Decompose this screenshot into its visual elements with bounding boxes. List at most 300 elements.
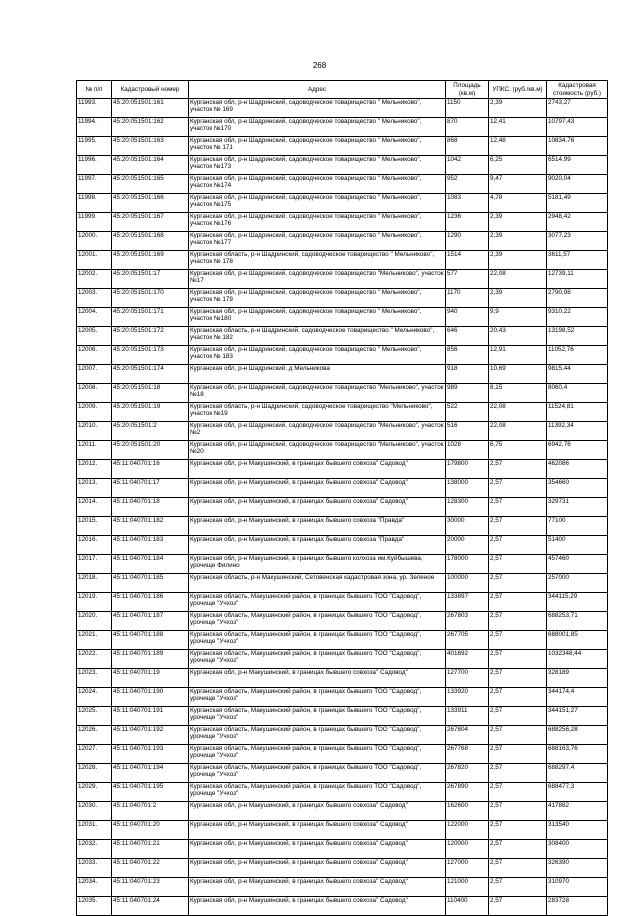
cell-cadastral-cost: 688001,85 <box>547 631 608 650</box>
table-row <box>77 612 608 631</box>
cell-upks: 2,57 <box>489 688 547 707</box>
header-area: Площадь (кв.м) <box>446 81 489 99</box>
cell-cadastral-cost: 354660 <box>547 479 608 498</box>
cell-num: 11999. <box>77 213 112 232</box>
cell-upks: 2,57 <box>489 498 547 517</box>
cell-num: 12001. <box>77 251 112 270</box>
cell-cadastral-number: 45:20:051501:162 <box>112 118 189 137</box>
cell-area: 127700 <box>446 669 489 688</box>
cell-num: 12022. <box>77 650 112 669</box>
cell-upks: 6,25 <box>489 156 547 175</box>
table-row <box>77 194 608 213</box>
table-row <box>77 213 608 232</box>
cell-cadastral-number: 45:20:051501:170 <box>112 289 189 308</box>
header-num: № п/п <box>77 81 112 99</box>
cell-area: 918 <box>446 365 489 384</box>
cell-area: 1042 <box>446 156 489 175</box>
cell-upks: 12,91 <box>489 346 547 365</box>
cell-address: Курганская область, р-н Шадринский, садоводческое товарищество "Мельниково", участок №19 <box>189 403 446 422</box>
cell-area: 267768 <box>446 745 489 764</box>
cell-num: 12028. <box>77 764 112 783</box>
cell-cadastral-number: 45:11:040701:190 <box>112 688 189 707</box>
cell-cadastral-number: 45:11:040701:188 <box>112 631 189 650</box>
table-row <box>77 726 608 745</box>
cell-cadastral-cost: 13198,52 <box>547 327 608 346</box>
cell-address: Курганская обл, р-н Макушинский, в границах бывшего совхоза" Садовод" <box>189 859 446 878</box>
cell-num: 12013. <box>77 479 112 498</box>
table-row <box>77 251 608 270</box>
cell-area: 1236 <box>446 213 489 232</box>
cell-address: Курганская обл, р-н Шадринский, садоводческое товарищество " Мельниково", участок №176 <box>189 213 446 232</box>
cell-area: 122000 <box>446 821 489 840</box>
cell-area: 128300 <box>446 498 489 517</box>
cell-num: 12021. <box>77 631 112 650</box>
cell-cadastral-cost: 8060,4 <box>547 384 608 403</box>
cell-address: Курганская обл, р-н Макушинский, в границах бывшего совхоза "Правда" <box>189 536 446 555</box>
cell-address: Курганская обл, р-н Шадринский, садоводческое товарищество "Мельниково", участок №2 <box>189 422 446 441</box>
cell-cadastral-number: 45:11:040701:16 <box>112 460 189 479</box>
cell-address: Курганская область, Макушинский район, в границах бывшего ТОО "Садовод", урочище "Учхоз" <box>189 650 446 669</box>
cadastral-value-table <box>76 80 608 916</box>
cell-num: 12020. <box>77 612 112 631</box>
cell-address: Курганская обл, р-н Шадринский, садоводческое товарищество "Мельниково", участок №17 <box>189 270 446 289</box>
cell-address: Курганская область, Макушинский район, в границах бывшего ТОО "Садовод", урочище "Учхоз" <box>189 783 446 802</box>
cell-address: Курганская обл, р-н Макушинский, в границах бывшего совхоза" Садовод" <box>189 498 446 517</box>
cell-num: 12008. <box>77 384 112 403</box>
table-body <box>77 99 608 916</box>
cell-cadastral-cost: 9815,44 <box>547 365 608 384</box>
cell-area: 1028 <box>446 441 489 460</box>
cell-upks: 2,57 <box>489 517 547 536</box>
table-row <box>77 574 608 593</box>
cell-num: 12000. <box>77 232 112 251</box>
table-row <box>77 479 608 498</box>
cell-num: 12014. <box>77 498 112 517</box>
cell-num: 11994. <box>77 118 112 137</box>
cell-num: 12006. <box>77 346 112 365</box>
cell-cadastral-number: 45:20:051501:167 <box>112 213 189 232</box>
cell-address: Курганская область, р-н Шадринский, садоводческое товарищество " Мельниково", участок № 178 <box>189 251 446 270</box>
table-row <box>77 327 608 346</box>
cell-area: 120000 <box>446 840 489 859</box>
cell-cadastral-cost: 688297,4 <box>547 764 608 783</box>
cell-cadastral-number: 45:20:051501:165 <box>112 175 189 194</box>
cell-num: 12032. <box>77 840 112 859</box>
table-row <box>77 498 608 517</box>
cell-cadastral-number: 45:11:040701:191 <box>112 707 189 726</box>
cell-cadastral-cost: 462086 <box>547 460 608 479</box>
cell-address: Курганская обл, р-н Шадринский, садоводческое товарищество "Мельниково", участок №20 <box>189 441 446 460</box>
cell-cadastral-number: 45:20:051501:168 <box>112 232 189 251</box>
cell-address: Курганская область, Макушинский район, в границах бывшего ТОО "Садовод", урочище "Учхоз" <box>189 707 446 726</box>
cell-area: 952 <box>446 175 489 194</box>
cell-cadastral-cost: 344115,29 <box>547 593 608 612</box>
cell-upks: 2,57 <box>489 669 547 688</box>
cell-num: 12030. <box>77 802 112 821</box>
table-row <box>77 289 608 308</box>
cell-upks: 2,39 <box>489 213 547 232</box>
cell-cadastral-cost: 329731 <box>547 498 608 517</box>
cell-cadastral-number: 45:20:051501:172 <box>112 327 189 346</box>
cell-address: Курганская область, Макушинский район, в границах бывшего ТОО "Садовод", урочище "Учхоз" <box>189 593 446 612</box>
cell-area: 646 <box>446 327 489 346</box>
table-row <box>77 650 608 669</box>
cell-area: 162600 <box>446 802 489 821</box>
table-row <box>77 764 608 783</box>
cell-cadastral-cost: 10797,43 <box>547 118 608 137</box>
cell-upks: 2,57 <box>489 707 547 726</box>
cell-num: 12004. <box>77 308 112 327</box>
cell-cadastral-number: 45:20:051501:174 <box>112 365 189 384</box>
cell-upks: 2,57 <box>489 536 547 555</box>
cell-address: Курганская обл, р-н Макушинский, в границах бывшего совхоза" Садовод" <box>189 802 446 821</box>
cell-cadastral-number: 45:11:040701:192 <box>112 726 189 745</box>
table-row <box>77 536 608 555</box>
cell-cadastral-cost: 11052,76 <box>547 346 608 365</box>
cell-area: 133897 <box>446 593 489 612</box>
cell-address: Курганская обл, р-н Шадринский, садоводческое товарищество " Мельниково", участок № 171 <box>189 137 446 156</box>
cell-address: Курганская обл, р-н Шадринский, садоводческое товарищество " Мельниково", участок №170 <box>189 118 446 137</box>
table-row <box>77 137 608 156</box>
cell-cadastral-cost: 344174,4 <box>547 688 608 707</box>
cell-cadastral-number: 45:20:051501:2 <box>112 422 189 441</box>
table-row <box>77 460 608 479</box>
cell-area: 401692 <box>446 650 489 669</box>
cell-address: Курганская обл, р-н Шадринский, садоводческое товарищество " Мельниково", участок №180 <box>189 308 446 327</box>
cell-cadastral-number: 45:11:040701:20 <box>112 821 189 840</box>
cell-cadastral-cost: 3077,23 <box>547 232 608 251</box>
table-row <box>77 441 608 460</box>
table-row <box>77 555 608 574</box>
table-row <box>77 840 608 859</box>
cell-cadastral-number: 45:20:051501:171 <box>112 308 189 327</box>
cell-area: 267820 <box>446 764 489 783</box>
cell-cadastral-number: 45:20:051501:166 <box>112 194 189 213</box>
cell-address: Курганская обл, р-н Макушинский, в границах бывшего совхоза" Садовод" <box>189 897 446 916</box>
cell-upks: 8,15 <box>489 384 547 403</box>
cell-upks: 10,69 <box>489 365 547 384</box>
table-row <box>77 745 608 764</box>
cell-num: 12031. <box>77 821 112 840</box>
cell-cadastral-number: 45:20:051501:164 <box>112 156 189 175</box>
cell-num: 12034. <box>77 878 112 897</box>
cell-area: 868 <box>446 137 489 156</box>
cell-cadastral-cost: 328189 <box>547 669 608 688</box>
cell-num: 12016. <box>77 536 112 555</box>
cell-cadastral-number: 45:11:040701:22 <box>112 859 189 878</box>
header-cadastral-cost: Кадастровая стоимость (руб.) <box>547 81 608 99</box>
cell-cadastral-number: 45:11:040701:183 <box>112 536 189 555</box>
cell-upks: 2,39 <box>489 232 547 251</box>
cell-upks: 2,57 <box>489 593 547 612</box>
cell-num: 12015. <box>77 517 112 536</box>
table-row <box>77 878 608 897</box>
cell-cadastral-cost: 2790,98 <box>547 289 608 308</box>
cell-cadastral-number: 45:11:040701:194 <box>112 764 189 783</box>
cell-cadastral-cost: 77100 <box>547 517 608 536</box>
cell-address: Курганская область, Макушинский район, в границах бывшего ТОО "Садовод", урочище "Учхоз" <box>189 688 446 707</box>
cell-address: Курганская область, Макушинский район, в границах бывшего ТОО "Садовод", урочище "Учхоз" <box>189 726 446 745</box>
cell-address: Курганская обл, р-н Макушинский, в границах бывшего совхоза" Садовод" <box>189 840 446 859</box>
cell-upks: 2,57 <box>489 650 547 669</box>
cell-address: Курганская обл, р-н Макушинский, в границах бывшего совхоза" Садовод" <box>189 878 446 897</box>
table-row <box>77 232 608 251</box>
cell-address: Курганская область, Макушинский район, в границах бывшего ТОО "Садовод", урочище "Учхоз" <box>189 612 446 631</box>
table-row <box>77 802 608 821</box>
cell-address: Курганская обл, р-н Макушинский, в границах бывшего совхоза" Садовод" <box>189 460 446 479</box>
cell-address: Курганская область, Макушинский район, в границах бывшего ТОО "Садовод", урочище "Учхоз" <box>189 745 446 764</box>
cell-cadastral-cost: 688256,28 <box>547 726 608 745</box>
cell-upks: 22,08 <box>489 403 547 422</box>
cell-area: 178000 <box>446 555 489 574</box>
cell-cadastral-number: 45:11:040701:2 <box>112 802 189 821</box>
cell-area: 267890 <box>446 783 489 802</box>
header-address: Адрес <box>189 81 446 99</box>
cell-cadastral-cost: 2743,27 <box>547 99 608 118</box>
cell-area: 30000 <box>446 517 489 536</box>
cell-cadastral-cost: 5181,49 <box>547 194 608 213</box>
table-header-row <box>77 81 608 99</box>
cell-area: 516 <box>446 422 489 441</box>
cell-address: Курганская обл, р-н Шадринский, садоводческое товарищество "Мельниково", участок №18 <box>189 384 446 403</box>
header-cadastral-number: Кадастровый номер <box>112 81 189 99</box>
table-row <box>77 821 608 840</box>
cell-num: 12033. <box>77 859 112 878</box>
cell-address: Курганская область, Макушинский район, в границах бывшего ТОО "Садовод", урочище "Учхоз" <box>189 764 446 783</box>
cell-area: 110400 <box>446 897 489 916</box>
table-row <box>77 99 608 118</box>
table-row <box>77 403 608 422</box>
cell-cadastral-cost: 51400 <box>547 536 608 555</box>
cell-upks: 4,78 <box>489 194 547 213</box>
header-upks: УПКС. (руб./кв.м) <box>489 81 547 99</box>
cell-cadastral-number: 45:11:040701:185 <box>112 574 189 593</box>
cell-upks: 22,08 <box>489 422 547 441</box>
cell-area: 577 <box>446 270 489 289</box>
cell-area: 856 <box>446 346 489 365</box>
cell-cadastral-cost: 10834,76 <box>547 137 608 156</box>
cell-upks: 2,39 <box>489 251 547 270</box>
cell-num: 12025. <box>77 707 112 726</box>
cell-cadastral-number: 45:20:051501:161 <box>112 99 189 118</box>
cell-upks: 2,57 <box>489 631 547 650</box>
cell-num: 11996. <box>77 156 112 175</box>
cell-address: Курганская область, р-н Шадринский, садоводческое товарищество " Мельниково", участок № 182 <box>189 327 446 346</box>
cell-address: Курганская обл, р-н Макушинский, в границах бывшего совхоза" Садовод" <box>189 479 446 498</box>
cell-num: 12011. <box>77 441 112 460</box>
cell-cadastral-number: 45:20:051501:19 <box>112 403 189 422</box>
cell-cadastral-number: 45:11:040701:19 <box>112 669 189 688</box>
cell-cadastral-number: 45:20:051501:163 <box>112 137 189 156</box>
cell-upks: 2,57 <box>489 479 547 498</box>
cell-cadastral-number: 45:11:040701:18 <box>112 498 189 517</box>
cell-upks: 20,43 <box>489 327 547 346</box>
cell-cadastral-cost: 457460 <box>547 555 608 574</box>
table-row <box>77 308 608 327</box>
cell-upks: 2,57 <box>489 574 547 593</box>
cell-cadastral-cost: 326390 <box>547 859 608 878</box>
cell-upks: 12,48 <box>489 137 547 156</box>
cell-area: 989 <box>446 384 489 403</box>
cell-cadastral-cost: 688253,71 <box>547 612 608 631</box>
cell-cadastral-cost: 313540 <box>547 821 608 840</box>
cell-cadastral-number: 45:20:051501:17 <box>112 270 189 289</box>
cell-num: 12019. <box>77 593 112 612</box>
cell-area: 870 <box>446 118 489 137</box>
cell-area: 133911 <box>446 707 489 726</box>
cell-cadastral-number: 45:11:040701:21 <box>112 840 189 859</box>
cell-num: 11995. <box>77 137 112 156</box>
cell-upks: 2,57 <box>489 821 547 840</box>
cell-cadastral-cost: 11392,34 <box>547 422 608 441</box>
cell-num: 12003. <box>77 289 112 308</box>
cell-cadastral-cost: 9310,22 <box>547 308 608 327</box>
cell-upks: 2,39 <box>489 289 547 308</box>
cell-cadastral-number: 45:20:051501:20 <box>112 441 189 460</box>
table-row <box>77 118 608 137</box>
cell-num: 12007. <box>77 365 112 384</box>
cell-num: 12029. <box>77 783 112 802</box>
cell-address: Курганская обл, р-н Макушинский, в границах бывшего совхоза" Садовод" <box>189 821 446 840</box>
cell-cadastral-cost: 11524,81 <box>547 403 608 422</box>
cell-area: 940 <box>446 308 489 327</box>
cell-address: Курганская обл, р-н Макушинский, в границах бывшего совхоза" Садовод" <box>189 669 446 688</box>
cell-cadastral-number: 45:11:040701:182 <box>112 517 189 536</box>
cell-cadastral-number: 45:11:040701:186 <box>112 593 189 612</box>
cell-upks: 9,47 <box>489 175 547 194</box>
cell-cadastral-cost: 3611,57 <box>547 251 608 270</box>
table-row <box>77 783 608 802</box>
cell-upks: 2,57 <box>489 783 547 802</box>
cell-cadastral-number: 45:11:040701:23 <box>112 878 189 897</box>
cell-area: 100000 <box>446 574 489 593</box>
cell-area: 138000 <box>446 479 489 498</box>
cell-cadastral-cost: 1032348,44 <box>547 650 608 669</box>
cell-address: Курганская обл, р-н Шадринский, садоводческое товарищество " Мельниково", участок № 183 <box>189 346 446 365</box>
cell-num: 12035. <box>77 897 112 916</box>
cell-num: 11997. <box>77 175 112 194</box>
cell-num: 12017. <box>77 555 112 574</box>
cell-address: Курганская обл, р-н Шадринский, садоводческое товарищество " Мельниково", участок № 169 <box>189 99 446 118</box>
cell-area: 267803 <box>446 612 489 631</box>
cell-area: 267705 <box>446 631 489 650</box>
cell-cadastral-number: 45:11:040701:189 <box>112 650 189 669</box>
cell-area: 20000 <box>446 536 489 555</box>
cell-area: 1514 <box>446 251 489 270</box>
cell-cadastral-cost: 344151,27 <box>547 707 608 726</box>
cell-cadastral-number: 45:20:051501:169 <box>112 251 189 270</box>
cell-upks: 2,57 <box>489 460 547 479</box>
cell-num: 12005. <box>77 327 112 346</box>
cell-area: 267804 <box>446 726 489 745</box>
cell-area: 1290 <box>446 232 489 251</box>
cell-cadastral-cost: 2948,42 <box>547 213 608 232</box>
cell-num: 12002. <box>77 270 112 289</box>
cell-address: Курганская обл, р-н Шадринский, садоводческое товарищество " Мельниково", участок №173 <box>189 156 446 175</box>
cell-upks: 2,57 <box>489 859 547 878</box>
cell-cadastral-number: 45:11:040701:17 <box>112 479 189 498</box>
table-row <box>77 517 608 536</box>
cell-cadastral-cost: 310970 <box>547 878 608 897</box>
cell-address: Курганская обл, р-н Макушинский, в границах бывшего совхоза "Правда" <box>189 517 446 536</box>
cell-cadastral-cost: 417882 <box>547 802 608 821</box>
page-number: 268 <box>312 61 327 70</box>
cell-address: Курганская область, Макушинский район, в границах бывшего ТОО "Садовод", урочище "Учхоз" <box>189 631 446 650</box>
table-row <box>77 270 608 289</box>
table-row <box>77 593 608 612</box>
table-row <box>77 156 608 175</box>
cell-upks: 9,9 <box>489 308 547 327</box>
cell-cadastral-number: 45:11:040701:193 <box>112 745 189 764</box>
table-row <box>77 175 608 194</box>
cell-cadastral-cost: 6942,76 <box>547 441 608 460</box>
cell-cadastral-number: 45:20:051501:18 <box>112 384 189 403</box>
cell-upks: 2,39 <box>489 99 547 118</box>
table-row <box>77 346 608 365</box>
cell-cadastral-cost: 283728 <box>547 897 608 916</box>
cell-num: 12026. <box>77 726 112 745</box>
cell-upks: 22,08 <box>489 270 547 289</box>
table-row <box>77 631 608 650</box>
cell-cadastral-cost: 12739,11 <box>547 270 608 289</box>
cell-address: Курганская обл, р-н Макушинский, в границах бывшего колхоза им.Куйбышева, урочище Филино <box>189 555 446 574</box>
cell-upks: 2,57 <box>489 897 547 916</box>
cell-cadastral-number: 45:11:040701:195 <box>112 783 189 802</box>
cell-upks: 6,75 <box>489 441 547 460</box>
cell-area: 179800 <box>446 460 489 479</box>
cell-cadastral-cost: 308400 <box>547 840 608 859</box>
cell-area: 121000 <box>446 878 489 897</box>
cell-address: Курганская обл, р-н Шадринский, садоводческое товарищество " Мельниково", участок №177 <box>189 232 446 251</box>
cell-num: 11993. <box>77 99 112 118</box>
cell-upks: 2,57 <box>489 726 547 745</box>
cell-cadastral-cost: 688163,76 <box>547 745 608 764</box>
table-row <box>77 897 608 916</box>
cell-upks: 2,57 <box>489 878 547 897</box>
cell-area: 133920 <box>446 688 489 707</box>
cell-num: 12012. <box>77 460 112 479</box>
cell-area: 1083 <box>446 194 489 213</box>
cell-num: 12018. <box>77 574 112 593</box>
cell-cadastral-number: 45:11:040701:187 <box>112 612 189 631</box>
table-row <box>77 384 608 403</box>
cell-cadastral-number: 45:11:040701:184 <box>112 555 189 574</box>
cell-area: 1170 <box>446 289 489 308</box>
cell-upks: 2,57 <box>489 802 547 821</box>
cell-upks: 12,41 <box>489 118 547 137</box>
cell-address: Курганская обл, р-н Шадринский, садоводческое товарищество " Мельниково", участок №174 <box>189 175 446 194</box>
cell-num: 12023. <box>77 669 112 688</box>
cell-address: Курганская обл, р-н Шадринский, садоводческое товарищество " Мельниково", участок №175 <box>189 194 446 213</box>
table-row <box>77 422 608 441</box>
cell-num: 12027. <box>77 745 112 764</box>
cell-num: 12009. <box>77 403 112 422</box>
cell-area: 1150 <box>446 99 489 118</box>
cell-upks: 2,57 <box>489 555 547 574</box>
cell-address: Курганская обл, р-н Шадринский, садоводческое товарищество " Мельниково", участок № 179 <box>189 289 446 308</box>
table-row <box>77 669 608 688</box>
cell-cadastral-cost: 688477,3 <box>547 783 608 802</box>
table-row <box>77 707 608 726</box>
cell-num: 12024. <box>77 688 112 707</box>
cell-cadastral-cost: 6514,99 <box>547 156 608 175</box>
table-row <box>77 859 608 878</box>
cell-num: 11998. <box>77 194 112 213</box>
cell-cadastral-number: 45:20:051501:173 <box>112 346 189 365</box>
cell-upks: 2,57 <box>489 840 547 859</box>
cell-area: 127000 <box>446 859 489 878</box>
cell-address: Курганская область, р-н Макушинский, Сетовенская кадастровая зона, ур. Зеленое <box>189 574 446 593</box>
